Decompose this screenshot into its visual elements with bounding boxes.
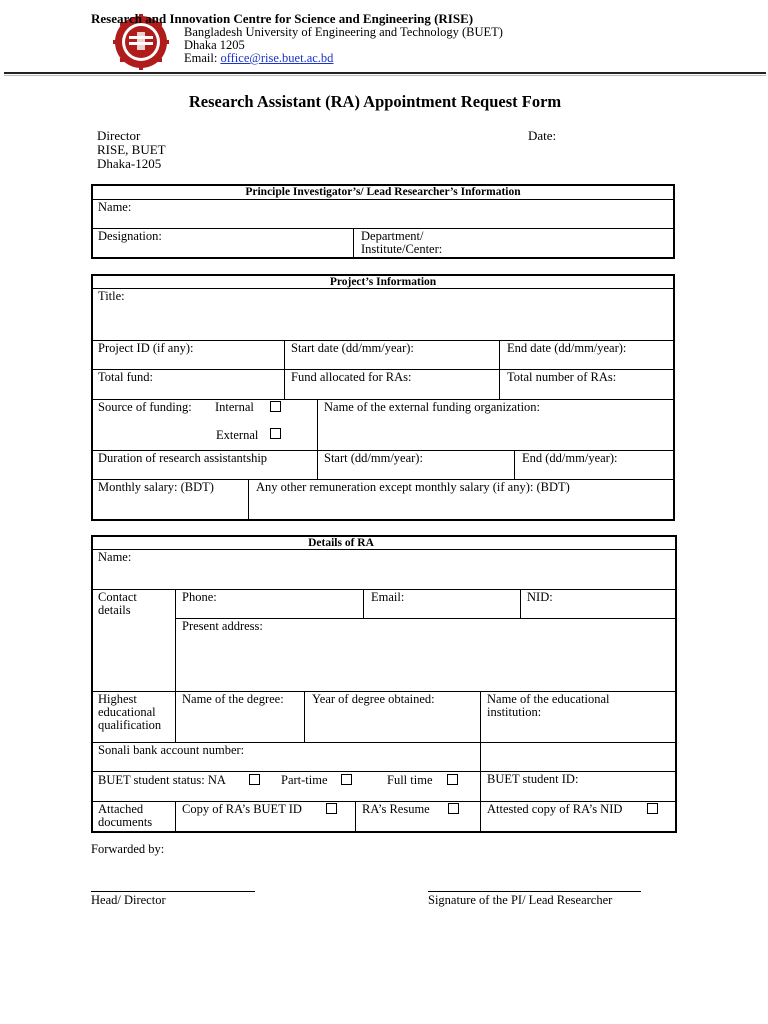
part-time-label: Part-time: [281, 773, 328, 787]
student-id-field[interactable]: BUET student ID:: [487, 772, 579, 786]
divider: [284, 341, 285, 399]
full-time-label: Full time: [387, 773, 433, 787]
header-rule: [4, 72, 766, 74]
institution-line2: institution:: [487, 705, 542, 719]
external-label: External: [216, 428, 259, 442]
header-rule-shadow: [4, 75, 766, 76]
part-time-checkbox[interactable]: [341, 774, 352, 785]
institution-field[interactable]: [487, 693, 610, 719]
student-status-label: BUET student status: NA: [98, 773, 226, 787]
project-section-title: Project’s Information: [329, 276, 437, 288]
divider: [355, 802, 356, 831]
divider: [317, 451, 318, 479]
contact-line1: Contact: [98, 590, 137, 604]
resume-label: RA’s Resume: [362, 802, 430, 816]
total-ras-field[interactable]: Total number of RAs:: [507, 370, 617, 384]
attached-line1: Attached: [98, 802, 144, 816]
divider: [520, 590, 521, 618]
pi-signature-line[interactable]: [428, 891, 641, 892]
email-line: [184, 51, 333, 66]
divider: [317, 400, 318, 450]
pi-designation-field[interactable]: Designation:: [98, 229, 162, 243]
ra-details-table: [91, 535, 677, 833]
other-remuneration-field[interactable]: Any other remuneration except monthly salary (if any): (BDT): [256, 480, 570, 494]
pi-department-line2: Institute/Center:: [361, 242, 443, 256]
start-date-field[interactable]: Start date (dd/mm/year):: [291, 341, 414, 355]
email-link[interactable]: office@rise.buet.ac.bd: [220, 51, 334, 65]
divider: [353, 229, 354, 258]
pi-department-field[interactable]: [361, 230, 442, 256]
present-address-field[interactable]: Present address:: [182, 619, 263, 633]
qualification-label: [98, 693, 161, 732]
ra-name-field[interactable]: Name:: [98, 550, 132, 564]
degree-name-field[interactable]: Name of the degree:: [182, 692, 284, 706]
divider: [92, 771, 676, 772]
contact-details-label: [98, 591, 137, 617]
project-title-field[interactable]: Title:: [98, 289, 125, 303]
university-name: Bangladesh University of Engineering and Technology (BUET): [184, 25, 503, 39]
divider: [175, 802, 176, 831]
duration-end-field[interactable]: End (dd/mm/year):: [522, 451, 618, 465]
divider: [92, 288, 674, 289]
phone-field[interactable]: Phone:: [182, 590, 217, 604]
addressee-rise: RISE, BUET: [97, 142, 166, 157]
duration-start-field[interactable]: Start (dd/mm/year):: [324, 451, 423, 465]
divider: [248, 480, 249, 519]
fund-for-ras-field[interactable]: Fund allocated for RAs:: [291, 370, 412, 384]
head-director-label: Head/ Director: [91, 893, 166, 907]
divider: [304, 692, 305, 742]
external-org-field[interactable]: Name of the external funding organization:: [324, 400, 541, 414]
institution-line1: Name of the educational: [487, 692, 610, 706]
internal-checkbox[interactable]: [270, 401, 281, 412]
attached-line2: documents: [98, 815, 153, 829]
forwarded-by-label: Forwarded by:: [91, 842, 165, 856]
student-status-na-checkbox[interactable]: [249, 774, 260, 785]
attested-nid-checkbox[interactable]: [647, 803, 658, 814]
qual-line2: educational: [98, 705, 156, 719]
project-id-field[interactable]: Project ID (if any):: [98, 341, 194, 355]
addressee-director: Director: [97, 128, 141, 143]
form-title: Research Assistant (RA) Appointment Request Form: [188, 92, 562, 111]
ra-section-title: Details of RA: [308, 537, 374, 549]
divider: [499, 341, 500, 399]
org-name: Research and Innovation Centre for Science and Engineering (RISE): [91, 11, 474, 26]
qual-line1: Highest: [98, 692, 137, 706]
copy-id-label: Copy of RA’s BUET ID: [182, 802, 302, 816]
pi-department-line1: Department/: [361, 229, 424, 243]
bank-account-field[interactable]: Sonali bank account number:: [98, 743, 245, 757]
head-signature-line[interactable]: [91, 891, 255, 892]
full-time-checkbox[interactable]: [447, 774, 458, 785]
contact-line2: details: [98, 603, 131, 617]
degree-year-field[interactable]: Year of degree obtained:: [312, 692, 435, 706]
ra-email-field[interactable]: Email:: [371, 590, 405, 604]
pi-section-title: Principle Investigator’s/ Lead Researcher’s Information: [245, 186, 521, 198]
pi-name-field[interactable]: Name:: [98, 200, 132, 214]
divider: [363, 590, 364, 618]
source-of-funding-label: Source of funding:: [98, 400, 192, 414]
nid-field[interactable]: NID:: [527, 590, 553, 604]
pi-signature-label: Signature of the PI/ Lead Researcher: [428, 893, 613, 907]
copy-id-checkbox[interactable]: [326, 803, 337, 814]
divider: [175, 590, 176, 742]
duration-label: Duration of research assistantship: [98, 451, 268, 465]
attested-nid-label: Attested copy of RA’s NID: [487, 802, 623, 816]
resume-checkbox[interactable]: [448, 803, 459, 814]
date-label: Date:: [528, 128, 557, 143]
end-date-field[interactable]: End date (dd/mm/year):: [507, 341, 627, 355]
divider: [92, 199, 674, 200]
divider: [514, 451, 515, 479]
addressee-city: Dhaka-1205: [97, 156, 162, 171]
divider: [92, 549, 676, 550]
internal-label: Internal: [215, 400, 254, 414]
city-line: Dhaka 1205: [184, 38, 245, 52]
total-fund-field[interactable]: Total fund:: [98, 370, 154, 384]
qual-line3: qualification: [98, 718, 162, 732]
email-label: Email:: [184, 51, 221, 65]
external-checkbox[interactable]: [270, 428, 281, 439]
monthly-salary-field[interactable]: Monthly salary: (BDT): [98, 480, 214, 494]
attached-documents-label: [98, 803, 152, 829]
divider: [480, 692, 481, 831]
